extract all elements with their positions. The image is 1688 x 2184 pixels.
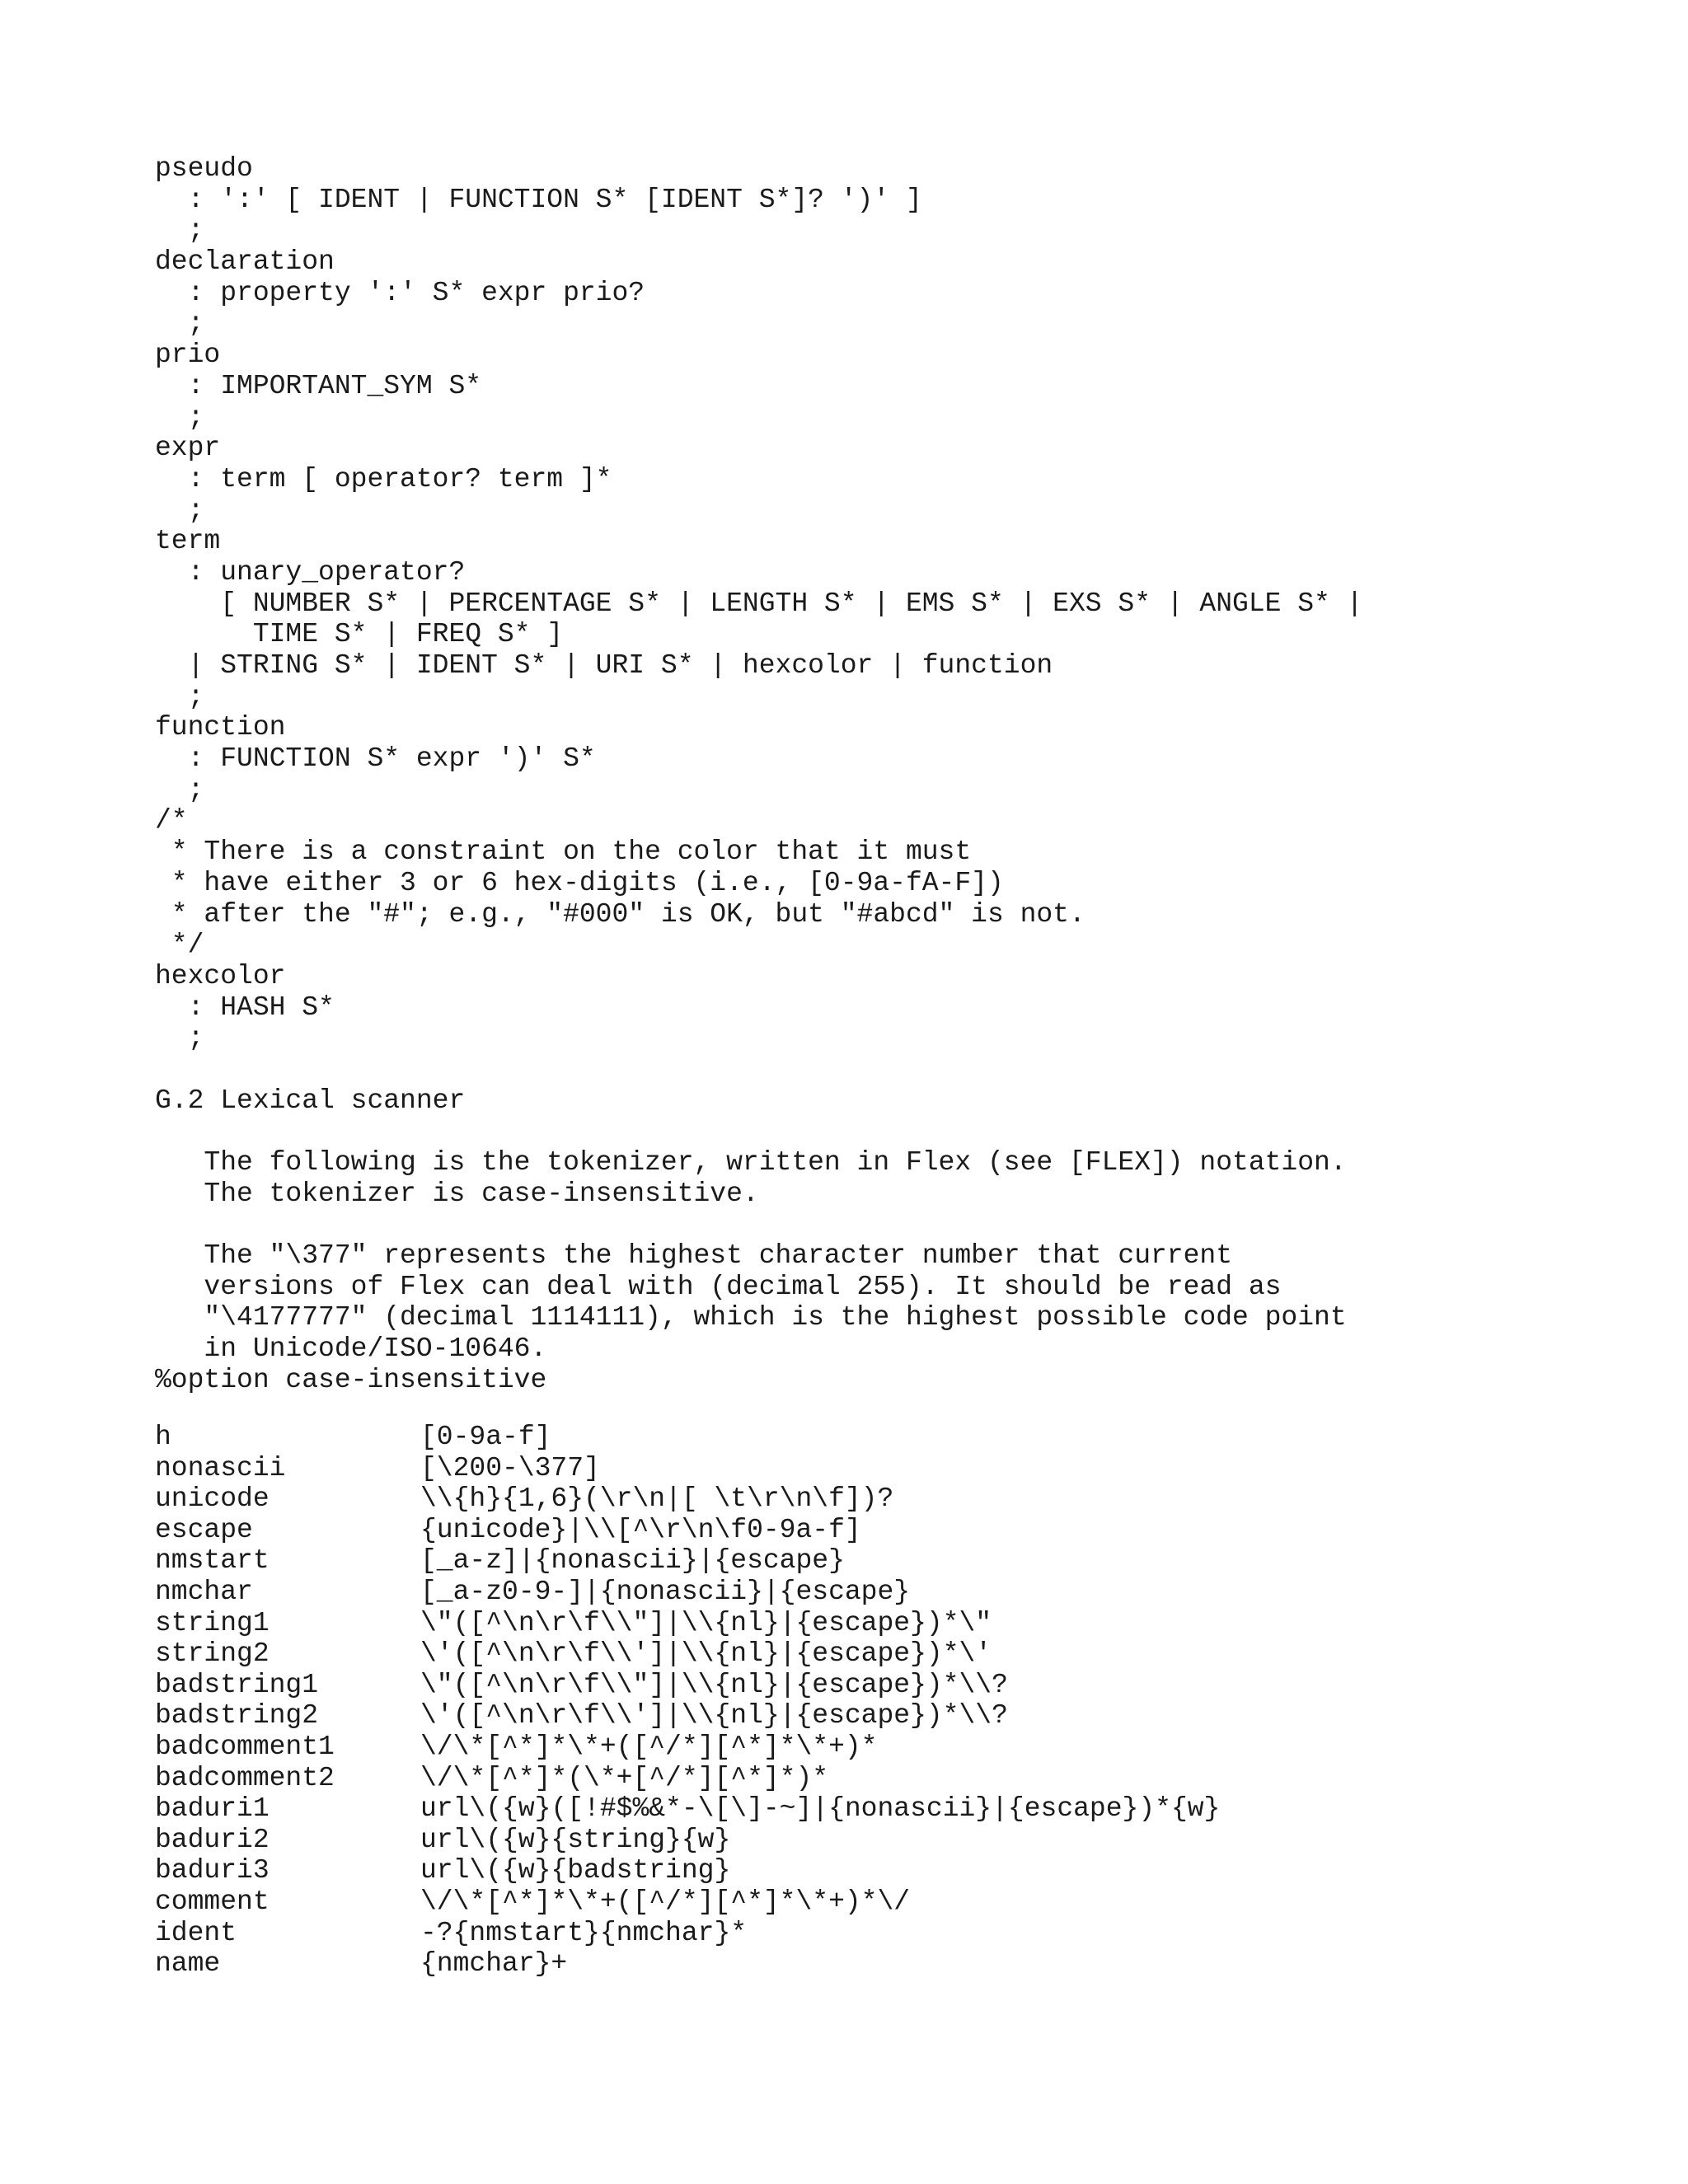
text-line: TIME S* | FREQ S* ] <box>155 619 564 650</box>
definition-pattern: \/\*[^*]*\*+([^/*][^*]*\*+)* <box>420 1731 878 1762</box>
text-line <box>155 1116 1362 1147</box>
definition-pattern: [_a-z0-9-]|{nonascii}|{escape} <box>420 1576 911 1607</box>
text-line: in Unicode/ISO-10646. <box>155 1333 547 1365</box>
text-line: versions of Flex can deal with (decimal 255). It should be read as <box>155 1271 1282 1302</box>
text-line <box>155 1054 1362 1085</box>
definition-row <box>155 1638 1220 1670</box>
definition-pattern: \/\*[^*]*\*+([^/*][^*]*\*+)*\/ <box>420 1886 911 1917</box>
text-line: prio <box>155 340 221 371</box>
definition-pattern: \"([^\n\r\f\\"]|\\{nl}|{escape})*\\? <box>420 1669 1008 1700</box>
definition-name: nmstart <box>155 1545 270 1577</box>
text-line: : property ':' S* expr prio? <box>155 277 645 308</box>
text-line: */ <box>155 930 204 961</box>
definition-name: baduri2 <box>155 1824 270 1855</box>
lexical-definitions <box>155 1422 1220 1980</box>
definition-row <box>155 1515 1220 1546</box>
definition-pattern: \/\*[^*]*(\*+[^/*][^*]*)* <box>420 1762 829 1793</box>
definition-pattern: url\({w}{badstring} <box>420 1855 731 1886</box>
definition-pattern: url\({w}([!#$%&*-\[\]-~]|{nonascii}|{escape})*{w} <box>420 1793 1221 1825</box>
definition-name: string2 <box>155 1638 270 1670</box>
text-line: * There is a constraint on the color that it must <box>155 837 972 868</box>
text-line: declaration <box>155 246 335 278</box>
definition-pattern: [\200-\377] <box>420 1452 600 1483</box>
text-line: The following is the tokenizer, written in Flex (see [FLEX]) notation. <box>155 1147 1347 1178</box>
definition-name: badstring1 <box>155 1669 319 1700</box>
definition-pattern: \\{h}{1,6}(\r\n|[ \t\r\n\f])? <box>420 1483 894 1515</box>
definition-row <box>155 1855 1220 1886</box>
definition-row <box>155 1422 1220 1453</box>
text-line: /* <box>155 805 188 837</box>
text-line: ; <box>155 215 204 246</box>
definition-pattern: {nmchar}+ <box>420 1948 568 1980</box>
definition-row <box>155 1670 1220 1701</box>
text-line: term <box>155 526 221 557</box>
text-line: : FUNCTION S* expr ')' S* <box>155 743 596 775</box>
definition-name: h <box>155 1422 171 1452</box>
definition-name: unicode <box>155 1483 270 1515</box>
text-line: The tokenizer is case-insensitive. <box>155 1178 759 1209</box>
definition-pattern: \"([^\n\r\f\\"]|\\{nl}|{escape})*\" <box>420 1607 992 1638</box>
definition-name: badstring2 <box>155 1700 319 1732</box>
text-line: hexcolor <box>155 960 286 991</box>
definition-pattern: \'([^\n\r\f\\']|\\{nl}|{escape})*\\? <box>420 1700 1008 1732</box>
text-line: "\4177777" (decimal 1114111), which is the highest possible code point <box>155 1302 1347 1333</box>
text-line: * have either 3 or 6 hex-digits (i.e., [0-9a-fA-F]) <box>155 867 1004 898</box>
text-line: function <box>155 712 286 743</box>
text-line: ; <box>155 494 204 526</box>
definition-row <box>155 1918 1220 1949</box>
definition-name: ident <box>155 1917 237 1948</box>
definition-row <box>155 1763 1220 1794</box>
text-line: : IMPORTANT_SYM S* <box>155 370 482 401</box>
definition-row <box>155 1825 1220 1856</box>
text-line: : ':' [ IDENT | FUNCTION S* [IDENT S*]? ')' ] <box>155 184 922 215</box>
text-line: The "\377" represents the highest character number that current <box>155 1240 1233 1272</box>
definition-pattern: url\({w}{string}{w} <box>420 1824 731 1855</box>
text-line: : unary_operator? <box>155 556 466 588</box>
definition-name: baduri1 <box>155 1793 270 1825</box>
text-line: : term [ operator? term ]* <box>155 463 612 494</box>
text-line: ; <box>155 681 204 712</box>
definition-row <box>155 1483 1220 1515</box>
definition-name: string1 <box>155 1607 270 1638</box>
text-line: %option case-insensitive <box>155 1364 547 1395</box>
definition-pattern: [0-9a-f] <box>420 1422 551 1452</box>
definition-name: comment <box>155 1886 270 1917</box>
text-line <box>155 1209 1362 1240</box>
definition-name: nmchar <box>155 1576 253 1607</box>
text-line: ; <box>155 401 204 433</box>
text-line: ; <box>155 308 204 340</box>
definition-row <box>155 1577 1220 1608</box>
text-line: [ NUMBER S* | PERCENTAGE S* | LENGTH S* | EMS S* | EXS S* | ANGLE S* | <box>155 588 1363 619</box>
text-line: expr <box>155 433 221 464</box>
definition-name: badcomment2 <box>155 1762 335 1793</box>
text-line: ; <box>155 774 204 805</box>
definition-name: nonascii <box>155 1452 286 1483</box>
definition-pattern: -?{nmstart}{nmchar}* <box>420 1917 748 1948</box>
definition-name: badcomment1 <box>155 1731 335 1762</box>
text-line: ; <box>155 1023 204 1054</box>
text-line: * after the "#"; e.g., "#000" is OK, but "#abcd" is not. <box>155 898 1085 930</box>
definition-name: baduri3 <box>155 1855 270 1886</box>
definition-row <box>155 1453 1220 1484</box>
text-line: G.2 Lexical scanner <box>155 1085 466 1116</box>
definition-row <box>155 1793 1220 1825</box>
definition-name: name <box>155 1948 221 1980</box>
definition-row <box>155 1608 1220 1639</box>
text-line: : HASH S* <box>155 991 335 1023</box>
text-line: | STRING S* | IDENT S* | URI S* | hexcolor | function <box>155 650 1053 681</box>
definition-pattern: [_a-z]|{nonascii}|{escape} <box>420 1545 845 1577</box>
grammar-listing <box>155 153 1362 1396</box>
definition-pattern: \'([^\n\r\f\\']|\\{nl}|{escape})*\' <box>420 1638 992 1670</box>
text-line: pseudo <box>155 153 253 184</box>
definition-name: escape <box>155 1514 253 1545</box>
definition-pattern: {unicode}|\\[^\r\n\f0-9a-f] <box>420 1514 861 1545</box>
definition-row <box>155 1732 1220 1763</box>
definition-row <box>155 1886 1220 1918</box>
definition-row <box>155 1948 1220 1980</box>
definition-row <box>155 1545 1220 1577</box>
definition-row <box>155 1700 1220 1732</box>
